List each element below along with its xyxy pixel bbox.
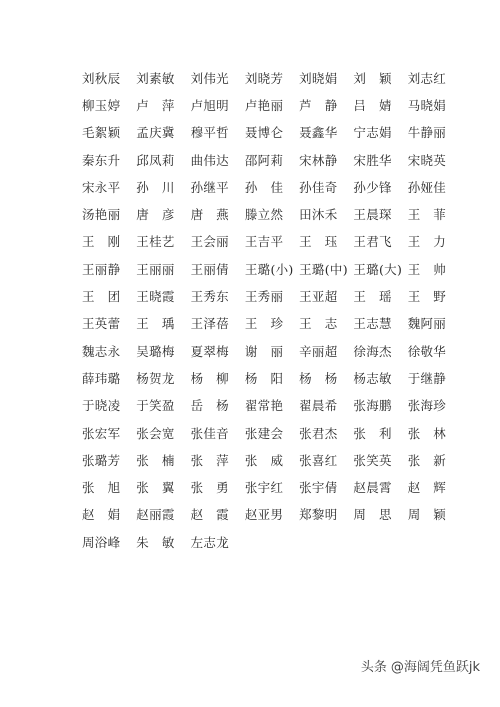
name-cell: 张宏军 — [82, 425, 121, 441]
name-cell: 孙 佳 — [244, 179, 284, 195]
name-cell: 刘 颖 — [353, 70, 392, 86]
name-row — [82, 91, 462, 118]
name-cell: 王吉平 — [244, 234, 284, 250]
name-cell: 杨贺龙 — [136, 370, 175, 386]
name-row — [82, 255, 462, 282]
name-cell: 王晓霞 — [136, 289, 175, 305]
name-cell: 张君杰 — [299, 425, 338, 441]
name-cell: 于笑盈 — [136, 398, 175, 414]
name-cell: 王 刚 — [82, 234, 121, 250]
name-cell: 杨 柳 — [190, 370, 229, 386]
name-row — [82, 146, 462, 173]
name-cell: 唐 燕 — [190, 207, 229, 223]
name-cell: 王 珍 — [244, 316, 284, 332]
name-cell: 张海鹏 — [353, 398, 392, 414]
name-row — [82, 528, 462, 555]
name-cell: 张 利 — [353, 425, 392, 441]
name-cell: 杨志敏 — [353, 370, 392, 386]
name-cell: 王璐(小) — [244, 261, 294, 277]
name-cell: 王亚超 — [299, 289, 338, 305]
name-row — [82, 473, 462, 500]
name-cell: 孟庆冀 — [136, 125, 175, 141]
name-cell: 辛丽超 — [299, 343, 338, 359]
name-cell: 张 旭 — [82, 480, 121, 496]
name-cell: 邵阿莉 — [244, 152, 284, 168]
name-cell: 秦东升 — [82, 152, 121, 168]
name-cell: 张 新 — [407, 452, 447, 468]
name-cell: 卢 萍 — [136, 97, 175, 113]
name-cell: 宁志娟 — [353, 125, 392, 141]
name-cell: 张喜红 — [299, 452, 338, 468]
name-cell: 邱凤莉 — [136, 152, 175, 168]
name-row — [82, 228, 462, 255]
name-cell: 刘秋辰 — [82, 70, 121, 86]
name-cell: 王 力 — [407, 234, 447, 250]
name-cell: 王晨琛 — [353, 207, 392, 223]
name-cell: 赵晨霄 — [353, 480, 392, 496]
name-cell: 唐 彦 — [136, 207, 175, 223]
name-cell: 宋永平 — [82, 179, 121, 195]
watermark-prefix: 头条 — [360, 660, 387, 675]
name-cell: 赵 娟 — [82, 507, 121, 523]
name-cell: 周 思 — [353, 507, 392, 523]
name-row — [82, 337, 462, 364]
name-cell: 聂鑫华 — [299, 125, 338, 141]
name-cell: 王志慧 — [353, 316, 392, 332]
name-cell: 孙继平 — [190, 179, 229, 195]
name-cell: 张 林 — [407, 425, 447, 441]
name-cell: 左志龙 — [190, 534, 229, 550]
name-row — [82, 282, 462, 309]
name-cell: 卢艳丽 — [244, 97, 284, 113]
name-cell: 张宇红 — [244, 480, 284, 496]
name-cell: 张海珍 — [407, 398, 447, 414]
name-row — [82, 392, 462, 419]
name-row — [82, 310, 462, 337]
name-cell: 宋胜华 — [353, 152, 392, 168]
name-cell: 魏志永 — [82, 343, 121, 359]
name-cell: 张建会 — [244, 425, 284, 441]
name-cell: 翟常艳 — [244, 398, 284, 414]
name-cell: 王会丽 — [190, 234, 229, 250]
name-row — [82, 419, 462, 446]
name-cell: 张宇倩 — [299, 480, 338, 496]
name-cell: 孙少锋 — [353, 179, 392, 195]
name-cell: 赵亚男 — [244, 507, 284, 523]
name-cell: 王 团 — [82, 289, 121, 305]
name-cell: 王 志 — [299, 316, 338, 332]
name-cell: 汤艳丽 — [82, 207, 121, 223]
name-cell: 王 珏 — [299, 234, 338, 250]
name-cell: 魏阿丽 — [407, 316, 447, 332]
name-cell: 张笑英 — [353, 452, 392, 468]
name-cell: 刘伟光 — [190, 70, 229, 86]
name-row — [82, 119, 462, 146]
name-cell: 王 菲 — [407, 207, 447, 223]
name-cell: 于继静 — [407, 370, 447, 386]
watermark — [361, 656, 480, 675]
name-cell: 张 翼 — [136, 480, 175, 496]
name-cell: 张 威 — [244, 452, 284, 468]
name-cell: 毛絮颖 — [82, 125, 121, 141]
name-cell: 谢 丽 — [244, 343, 284, 359]
name-cell: 王丽丽 — [136, 261, 175, 277]
name-cell: 刘晓芳 — [244, 70, 284, 86]
name-cell: 赵 辉 — [407, 480, 447, 496]
name-cell: 王 帅 — [407, 261, 447, 277]
name-cell: 马晓娟 — [407, 97, 447, 113]
name-cell: 宋晓英 — [407, 152, 447, 168]
name-cell: 朱 敏 — [136, 534, 175, 550]
name-cell: 岳 杨 — [190, 398, 229, 414]
name-cell: 徐海杰 — [353, 343, 392, 359]
name-cell: 王璐(大) — [353, 261, 403, 277]
name-cell: 郑黎明 — [299, 507, 338, 523]
name-cell: 王泽蓓 — [190, 316, 229, 332]
name-cell: 宋林静 — [299, 152, 338, 168]
name-cell: 张佳音 — [190, 425, 229, 441]
watermark-text: @海阔凭鱼跃jk — [390, 660, 480, 675]
name-cell: 于晓凌 — [82, 398, 121, 414]
name-cell: 王 瑶 — [353, 289, 392, 305]
name-cell: 周 颖 — [407, 507, 447, 523]
name-cell: 赵 霞 — [190, 507, 229, 523]
name-cell: 芦 静 — [299, 97, 338, 113]
name-cell: 刘素敏 — [136, 70, 175, 86]
name-cell: 周浴峰 — [82, 534, 121, 550]
name-cell: 刘志红 — [407, 70, 447, 86]
name-cell: 聂博仑 — [244, 125, 284, 141]
name-cell: 王丽倩 — [190, 261, 229, 277]
name-cell: 王英蕾 — [82, 316, 121, 332]
name-cell: 王桂艺 — [136, 234, 175, 250]
name-cell: 孙 川 — [136, 179, 175, 195]
name-cell: 杨 杨 — [299, 370, 338, 386]
name-cell: 刘晓娟 — [299, 70, 338, 86]
name-cell: 卢旭明 — [190, 97, 229, 113]
name-cell: 吴璐梅 — [136, 343, 175, 359]
name-cell: 薛玮璐 — [82, 370, 121, 386]
name-cell: 牛静丽 — [407, 125, 447, 141]
name-row — [82, 501, 462, 528]
name-cell: 吕 婧 — [353, 97, 392, 113]
name-cell: 曲伟达 — [190, 152, 229, 168]
name-cell: 张 萍 — [190, 452, 229, 468]
name-row — [82, 173, 462, 200]
name-row — [82, 200, 462, 227]
name-cell: 王君飞 — [353, 234, 392, 250]
name-cell: 王璐(中) — [299, 261, 348, 277]
name-cell: 王 野 — [407, 289, 447, 305]
name-row — [82, 364, 462, 391]
name-cell: 张 勇 — [190, 480, 229, 496]
name-cell: 孙佳奇 — [299, 179, 338, 195]
name-cell: 柳玉婷 — [82, 97, 121, 113]
name-cell: 张会宽 — [136, 425, 175, 441]
name-cell: 王丽静 — [82, 261, 121, 277]
name-cell: 王秀东 — [190, 289, 229, 305]
name-cell: 孙娅佳 — [407, 179, 447, 195]
name-list-grid — [82, 64, 462, 555]
name-cell: 张璐芳 — [82, 452, 121, 468]
name-cell: 徐敬华 — [407, 343, 447, 359]
name-row — [82, 64, 462, 91]
name-cell: 滕立然 — [244, 207, 284, 223]
name-cell: 张 楠 — [136, 452, 175, 468]
name-cell: 王 瑀 — [136, 316, 175, 332]
name-row — [82, 446, 462, 473]
name-cell: 杨 阳 — [244, 370, 284, 386]
name-cell: 穆平哲 — [190, 125, 229, 141]
name-cell: 王秀丽 — [244, 289, 284, 305]
name-cell: 赵丽霞 — [136, 507, 175, 523]
name-cell: 夏翠梅 — [190, 343, 229, 359]
name-cell: 翟晨希 — [299, 398, 338, 414]
name-cell: 田沐禾 — [299, 207, 338, 223]
